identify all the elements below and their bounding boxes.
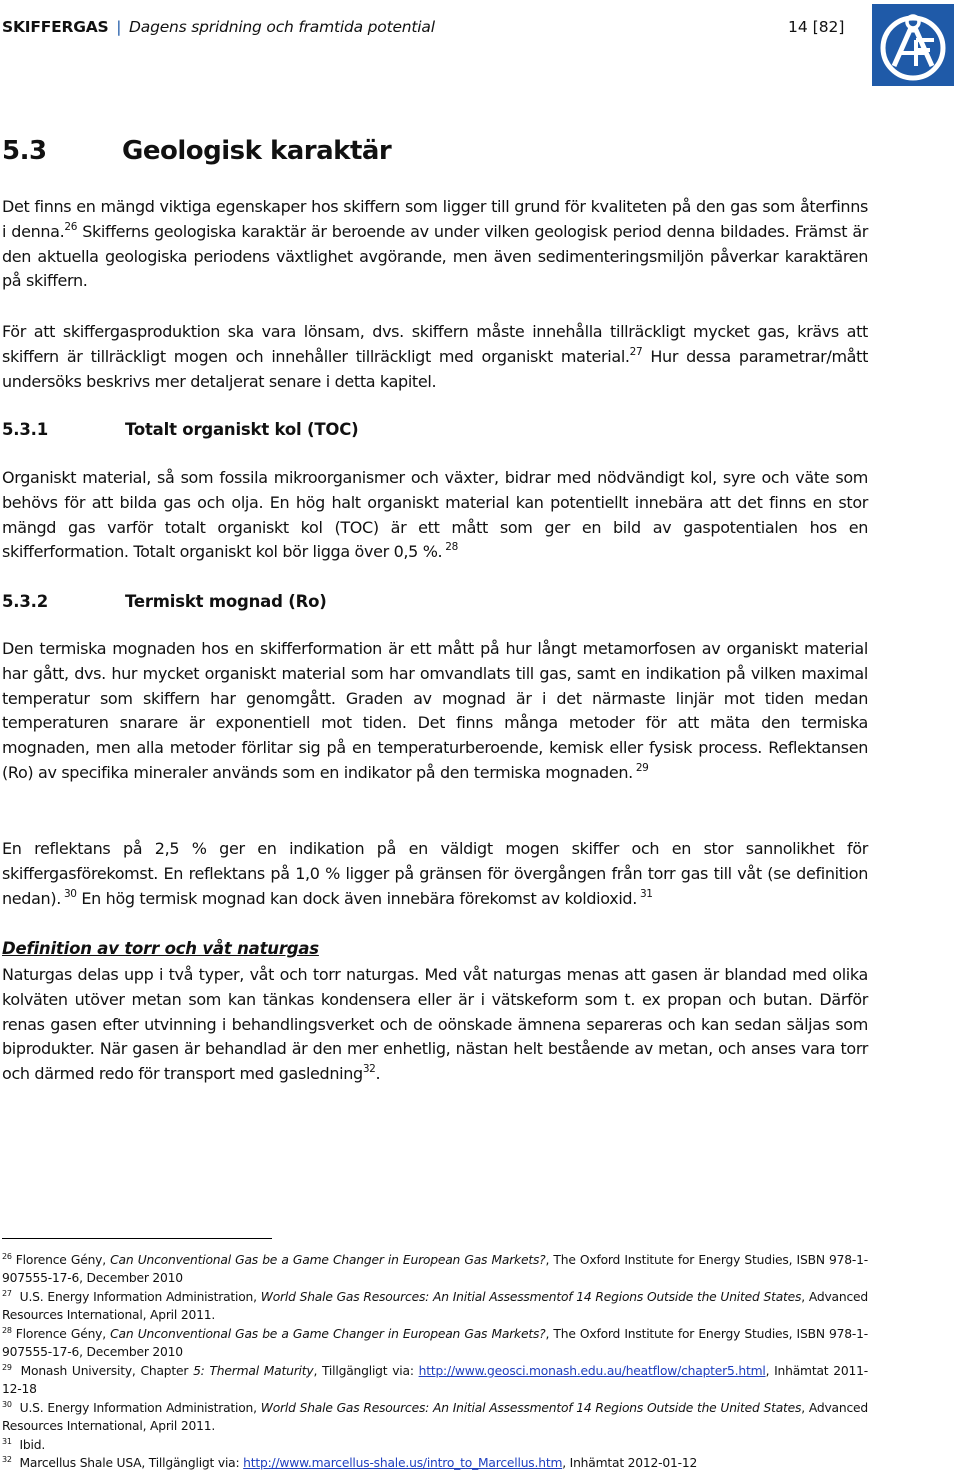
footnote-ref-28[interactable]: 28	[442, 541, 458, 554]
ro-paragraph-1: Den termiska mognaden hos en skifferformation är ett mått på hur långt metamorfosen av organiskt material har gått, dvs. hur mycket organiskt material som har omvandlats till gas, samt en indikation på vilken maximal temperatur som skiffern har genomgått. Graden av mognad är i det närmaste linjär mot tiden medan temperaturen snarare är exponentiell mot tiden. Det finns många metoder för att mäta den termiska mognaden, men alla metoder förlitar sig på en temperaturberoende, kemisk eller fysisk process. Reflektansen (Ro) av specifika mineraler används som en indikator på den termiska mognaden. $^{29}$	[2, 639, 868, 782]
footnote-32: $^{32}$ Marcellus Shale USA, Tillgängligt via: http://www.marcellus-shale.us/intro_to_Marcellus.htm, Inhämtat 2012-01-12	[2, 1455, 698, 1470]
footnote-27: $^{27}$ U.S. Energy Information Administration, World Shale Gas Resources: An Initial Assessmentof 14 Regions Outside the United States, Advanced Resources International, April 2011.	[2, 1289, 868, 1323]
header-subtitle: Dagens spridning och framtida potential	[129, 18, 435, 36]
subsection-heading-toc: 5.3.1 Totalt organiskt kol (TOC)	[2, 420, 359, 439]
header-brand: SKIFFERGAS	[2, 18, 109, 36]
intro-paragraph-2: För att skiffergasproduktion ska vara lönsam, dvs. skiffern måste innehålla tillräckligt mycket gas, krävs att skiffern är tillräckligt mogen och innehåller tillräckligt med organiskt material.$^{27}$ Hur dessa parametrar/mått undersöks beskrivs mer detaljerat senare i detta kapitel.	[2, 322, 868, 391]
section-number: 5.3	[2, 136, 47, 166]
footnote-divider	[2, 1238, 272, 1239]
footnote-31: $^{31}$ Ibid.	[2, 1437, 46, 1452]
footnote-ref-29[interactable]: 29	[632, 761, 649, 774]
section-heading	[2, 136, 391, 166]
ro-paragraph-2: En reflektans på 2,5 % ger en indikation på en väldigt mogen skiffer och en stor sannolikhet för skiffergasförekomst. En reflektans på 1,0 % ligger på gränsen för övergången från torr gas till våt (se definition nedan). $^{30}$ En hög termisk mognad kan dock även innebära förekomst av koldioxid. $^{31}$	[2, 839, 868, 908]
page-number: 14 [82]	[788, 18, 845, 36]
footnote-28: $^{28}$ Florence Gény, Can Unconventional Gas be a Game Changer in European Gas Markets?, The Oxford Institute for Energy Studies, ISBN 978-1-907555-17-6, December 2010	[2, 1326, 868, 1360]
header-separator: |	[116, 18, 122, 36]
footnote-ref-26[interactable]: 26	[64, 220, 78, 233]
footnote-29: $^{29}$ Monash University, Chapter 5: Thermal Maturity, Tillgängligt via: http://www.geosci.monash.edu.au/heatflow/chapter5.html, Inhämtat 2011-12-18	[2, 1363, 868, 1397]
footnote-ref-32[interactable]: 32	[362, 1063, 376, 1076]
footnote-29-link[interactable]: http://www.geosci.monash.edu.au/heatflow/chapter5.html	[418, 1364, 766, 1378]
footnote-ref-30[interactable]: 30	[60, 887, 77, 900]
intro-paragraph-1: Det finns en mängd viktiga egenskaper hos skiffern som ligger till grund för kvaliteten på den gas som återfinns i denna.$^{26}$ Skifferns geologiska karaktär är beroende av under vilken geologisk period denna bildades. Främst är den aktuella geologiska periodens växtlighet avgörande, men även sedimenteringsmiljön påverkar karaktären på skiffern.	[2, 197, 869, 291]
footnote-26: $^{26}$ Florence Gény, Can Unconventional Gas be a Game Changer in European Gas Markets?, The Oxford Institute for Energy Studies, ISBN 978-1-907555-17-6, December 2010	[2, 1252, 868, 1286]
footnote-ref-31[interactable]: 31	[636, 887, 653, 900]
footnote-ref-27[interactable]: 27	[629, 345, 643, 358]
running-header	[2, 18, 435, 36]
section-title: Geologisk karaktär	[122, 136, 392, 166]
subsection-heading-ro: 5.3.2 Termiskt mognad (Ro)	[2, 592, 327, 611]
af-logo-icon	[872, 4, 954, 86]
definition-paragraph: Naturgas delas upp i två typer, våt och torr naturgas. Med våt naturgas menas att gasen är blandad med olika kolväten utöver metan som kan tänkas kondensera eller är i vätskeform som t. ex propan och butan. Därför renas gasen efter utvinning i behandlingsverket och de oönskade ämnena separeras och kan sedan säljas som biprodukter. När gasen är behandlad är den mer enhetlig, nästan helt bestående av metan, och anses vara torr och därmed redo för transport med gasledning$^{32}$.	[2, 965, 868, 1084]
footnote-32-link[interactable]: http://www.marcellus-shale.us/intro_to_Marcellus.htm	[243, 1456, 563, 1470]
footnote-30: $^{30}$ U.S. Energy Information Administration, World Shale Gas Resources: An Initial Assessmentof 14 Regions Outside the United States, Advanced Resources International, April 2011.	[2, 1400, 868, 1434]
definition-heading: Definition av torr och våt naturgas	[2, 939, 319, 958]
toc-paragraph: Organiskt material, så som fossila mikroorganismer och växter, bidrar med nödvändigt kol, syre och väte som behövs för att bilda gas och olja. En hög halt organiskt material kan potentiellt innebära att det finns en stor mängd gas varför totalt organiskt kol (TOC) är ett mått som ger en bild av gaspotentialen hos en skifferformation. Totalt organiskt kol bör ligga över 0,5 %. $^{28}$	[2, 468, 868, 562]
